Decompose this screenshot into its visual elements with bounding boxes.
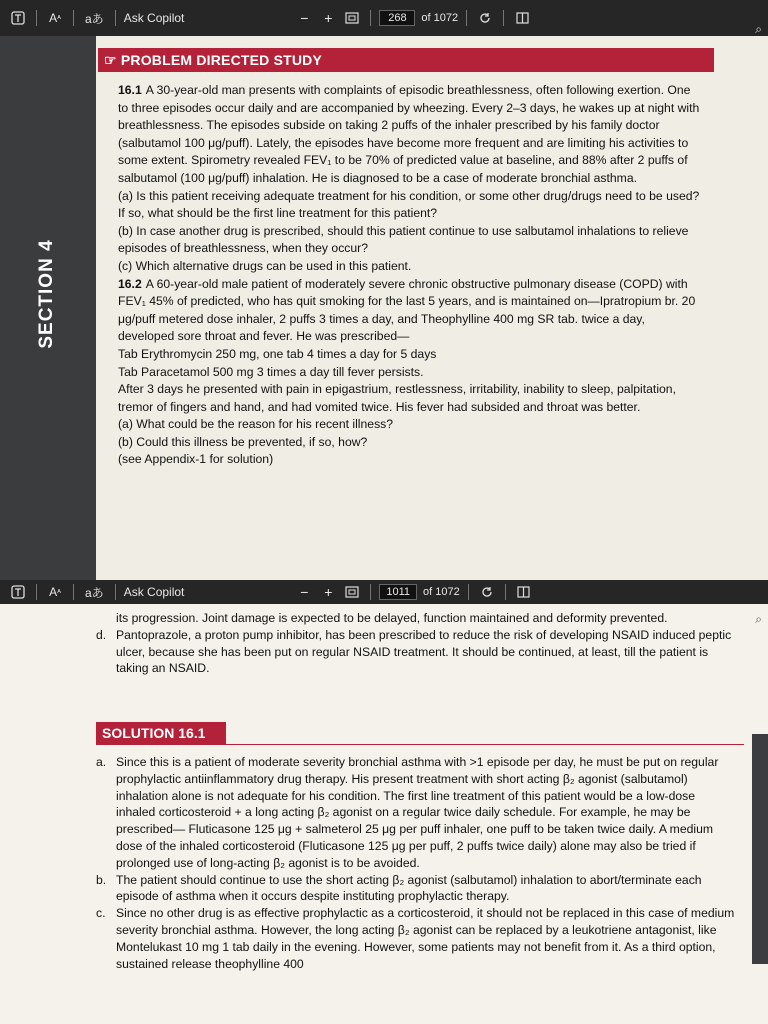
list-item (96, 627, 736, 677)
zoom-out-button[interactable]: − (300, 584, 309, 600)
item-text: The patient should continue to use the short acting β₂ agonist (salbutamol) inhalation to abort/terminate each episode of asthma when it occurs despite instituting prophylactic therapy. (116, 872, 702, 904)
solution-heading: SOLUTION 16.1 (96, 722, 226, 744)
search-icon[interactable]: ⌕ (755, 22, 762, 36)
two-page-view-icon[interactable] (512, 7, 532, 29)
question-16-1-a: (a) Is this patient receiving adequate treatment for his condition, or some other drug/drugs need to be used? If so, what should be the first line treatment for this patient? (118, 188, 700, 221)
zoom-in-button[interactable]: + (324, 584, 333, 600)
problem-number: 16.2 (118, 276, 142, 291)
two-page-view-icon[interactable] (514, 581, 534, 603)
list-item (96, 610, 736, 627)
question-16-1-c: (c) Which alternative drugs can be used in this patient. (118, 258, 412, 273)
ask-copilot-button[interactable]: Ask Copilot (123, 585, 185, 599)
reader-toolbar-bottom (0, 580, 768, 604)
item-label: a. (96, 755, 107, 769)
page-number-input[interactable]: 1011 (379, 584, 417, 600)
problem-text: A 60-year-old male patient of moderately severe chronic obstructive pulmonary disease (COPD) with FEV₁ 45% of predicted, who has quit smoking for the last 5 years, and is maintained on—Ipratropium br. 20 μg/puff metered dose inhaler, 2 puffs 3 times a day, and Theophylline 400 mg SR tab. twice a day, developed sore throat and fever. He was prescribed— (118, 276, 696, 344)
rotate-icon[interactable] (477, 581, 497, 603)
problem-text: A 30-year-old man presents with complaints of episodic breathlessness, often following exertion. One to three episodes occur daily and are accompanied by wheezing. Every 2–3 days, he wakes up at night with breathlessness. The episodes subside on taking 2 puffs of the inhaler prescribed by his family doctor (salbutamol 100 μg/puff). Lately, the episodes have become more frequent and are limiting his activities to some extent. Spirometry revealed FEV₁ to be 70% of predicted value at baseline, and 88% after 2 puffs of salbutamol (100 μg/puff) inhalation. He is diagnosed to be a case of moderate bronchial asthma. (118, 83, 700, 185)
problem-number: 16.1 (118, 83, 142, 97)
section-sidebar (0, 36, 96, 580)
text-size-icon[interactable]: A ᴬ (49, 11, 61, 25)
translate-icon[interactable]: aあ (85, 585, 104, 600)
appendix-side-tab (752, 734, 768, 964)
text-view-icon[interactable] (8, 7, 28, 29)
zoom-out-button[interactable]: − (300, 10, 309, 26)
reader-toolbar-top (0, 0, 768, 36)
problem-16-2 (118, 276, 702, 346)
page-total-label: of 1072 (421, 12, 459, 24)
solution-divider (96, 744, 744, 745)
list-item (96, 872, 736, 906)
solution-list (96, 754, 736, 972)
list-item (96, 905, 736, 972)
solution-content (96, 610, 736, 677)
pdf-page-top (0, 36, 768, 580)
item-label: d. (96, 627, 107, 642)
prescription-line-1: Tab Erythromycin 250 mg, one tab 4 times a day for 5 days (118, 346, 437, 361)
fit-page-icon[interactable] (342, 7, 362, 29)
problem-content (118, 82, 702, 469)
page-total-label: of 1072 (423, 586, 460, 598)
item-text: Since no other drug is as effective prophylactic as a corticosteroid, it should not be replaced in this case of medium severity bronchial asthma. However, the long acting β₂ agonist can be replaced by a leukotriene antagonist, like Montelukast 10 mg 1 tab daily in the evening. However, some patients may not benefit from it. As a third option, sustained release theophylline 400 (116, 906, 735, 971)
continued-text: its progression. Joint damage is expected to be delayed, function maintained and deformity prevented. (116, 611, 668, 625)
text-view-icon[interactable] (8, 581, 28, 603)
rotate-icon[interactable] (475, 7, 495, 29)
question-16-1-b: (b) In case another drug is prescribed, should this patient continue to use salbutamol inhalations to relieve episodes of breathlessness, when they occur? (118, 223, 689, 256)
appendix-reference: (see Appendix-1 for solution) (118, 452, 274, 467)
problem-16-2-followup: After 3 days he presented with pain in epigastrium, restlessness, irritability, inability to sleep, palpitation, tremor of fingers and hand, and had vomited twice. His fever had subsided and throat was better. (118, 382, 676, 414)
pdf-page-bottom (0, 604, 768, 1024)
translate-icon[interactable]: aあ (85, 11, 104, 26)
question-16-2-a: (a) What could be the reason for his recent illness? (118, 417, 394, 432)
item-text: Since this is a patient of moderate severity bronchial asthma with >1 episode per day, he must be put on regular prophylactic antiinflammatory drug therapy. His present treatment with short acting β₂ agonist (salbutamol) inhalation alone is not adequate for his condition. The first line treatment of this patient would be a low-dose inhaled corticosteroid + a long acting β₂ agonist on a regular twice daily schedule. For example, he may be prescribed— Fluticasone 125 μg + salmeterol 25 μg per puff inhaler, one puff to be taken twice daily. A medium dose of the inhaled corticosteroid (Fluticasone 125 μg per puff, 2 puffs twice daily) alone may also be tried if prolonged use of long-acting β₂ agonist is to be avoided. (116, 755, 719, 870)
zoom-in-button[interactable]: + (324, 10, 333, 26)
problem-directed-study-banner: ☞ PROBLEM DIRECTED STUDY (98, 48, 714, 72)
item-label: c. (96, 906, 106, 921)
text-size-icon[interactable]: A ᴬ (49, 585, 61, 599)
page-number-input[interactable]: 268 (379, 10, 415, 26)
fit-page-icon[interactable] (342, 581, 362, 603)
search-icon[interactable]: ⌕ (755, 612, 762, 626)
question-16-2-b: (b) Could this illness be prevented, if so, how? (118, 434, 368, 449)
problem-16-1 (118, 82, 702, 188)
section-label: SECTION 4 (36, 239, 57, 349)
item-label: b. (96, 872, 107, 887)
ask-copilot-button[interactable]: Ask Copilot (123, 11, 185, 25)
list-item (96, 754, 736, 872)
prescription-line-2: Tab Paracetamol 500 mg 3 times a day till fever persists. (118, 364, 424, 379)
item-text: Pantoprazole, a proton pump inhibitor, has been prescribed to reduce the risk of developing NSAID induced peptic ulcer, because she has been put on regular NSAID treatment. It should be continued, at least, till the patient is taking an NSAID. (116, 627, 732, 676)
